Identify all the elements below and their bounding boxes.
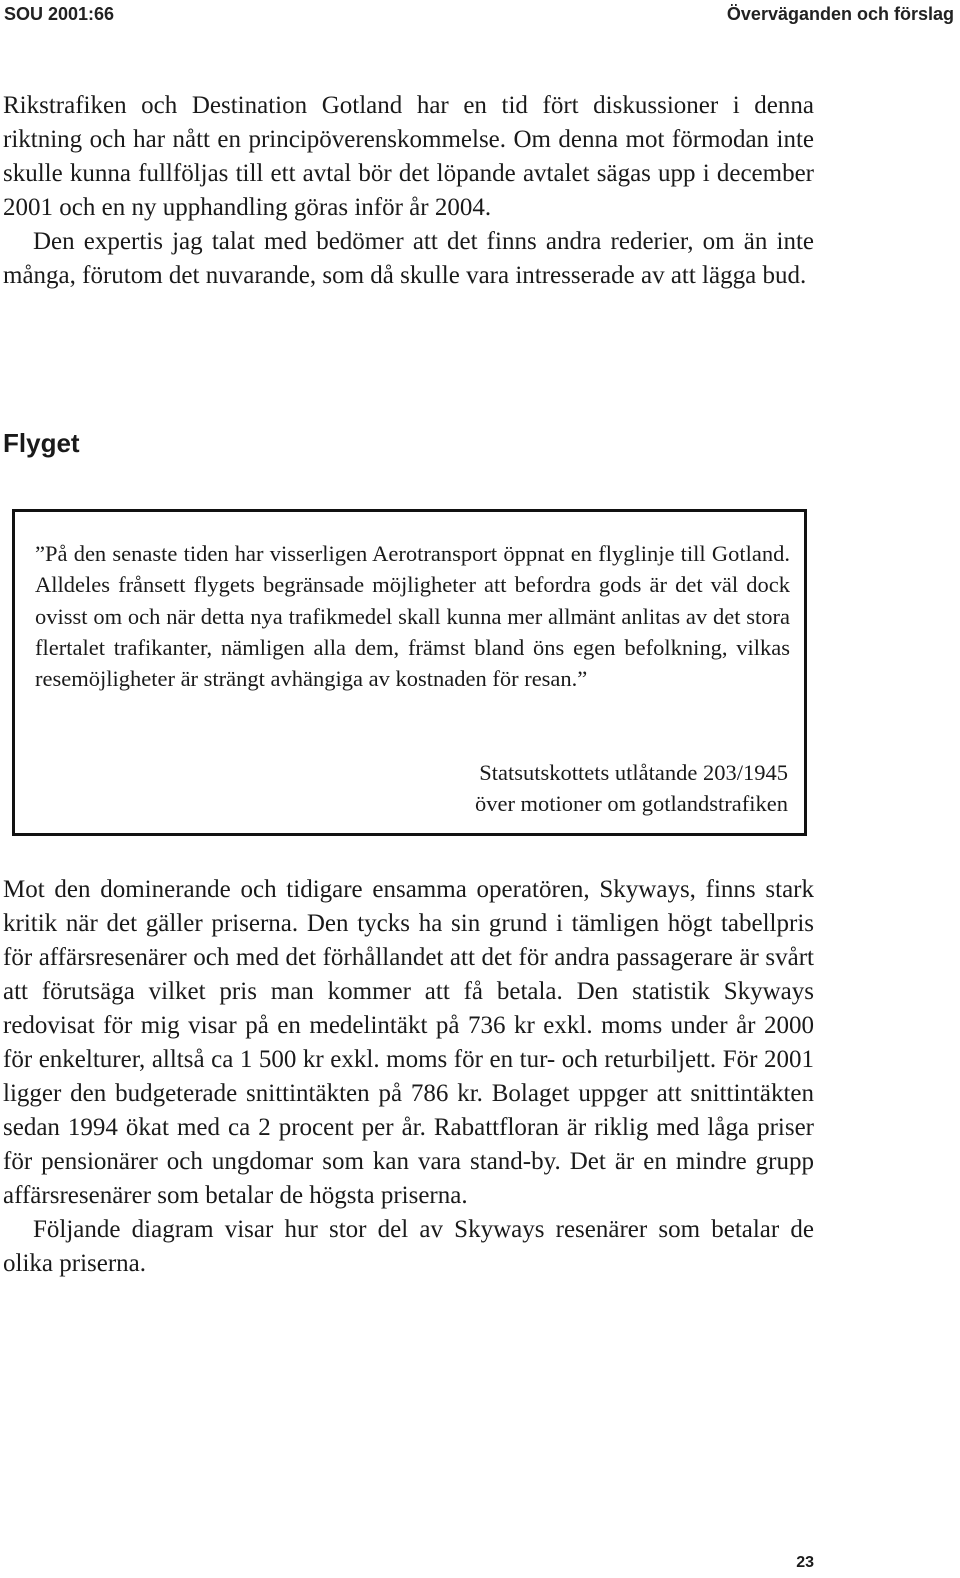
- running-header-chapter: Överväganden och förslag: [726, 4, 954, 24]
- intro-paragraph-2: Den expertis jag talat med bedömer att det finns andra rederier, om än inte många, förutom det nuvarande, som då skulle vara intresserade av att lägga bud.: [3, 228, 814, 289]
- main-text: [3, 873, 814, 1281]
- main-paragraph-2: Följande diagram visar hur stor del av Skyways resenärer som betalar de olika priserna.: [3, 1216, 814, 1277]
- quote-text: ”På den senaste tiden har visserligen Aerotransport öppnat en flyglinje till Gotland. Alldeles frånsett flygets begränsade möjligheter att befordra gods är det väl dock ovisst om och när detta nya trafikmedel skall kunna mer allmänt anlitas av det stora flertalet trafikanter, nämligen alla dem, främst bland öns egen befolkning, vilkas resemöjligheter är strängt avhängiga av kostnaden för resan.”: [35, 541, 790, 692]
- quote-source-line-1: Statsutskottets utlåtande 203/1945: [479, 760, 788, 785]
- running-header-title: SOU 2001:66: [4, 4, 115, 24]
- intro-text: [3, 89, 814, 293]
- intro-paragraph-1: Rikstrafiken och Destination Gotland har en tid fört diskussioner i denna riktning och har nått en principöverenskommelse. Om denna mot förmodan inte skulle kunna fullföljas till ett avtal bör det löpande avtalet sägas upp i december 2001 och en ny upphandling göras inför år 2004.: [3, 92, 814, 221]
- quote-source: [475, 757, 788, 820]
- quote-box: [12, 509, 807, 836]
- page-number: 23: [796, 1554, 814, 1571]
- quote-source-line-2: över motioner om gotlandstrafiken: [474, 791, 788, 817]
- section-heading: Flyget: [3, 428, 80, 458]
- main-paragraph-1: Mot den dominerande och tidigare ensamma operatören, Skyways, finns stark kritik när det gäller priserna. Den tycks ha sin grund i tämligen högt tabellpris för affärsresenärer och med det förhållandet att det för andra passagerare är svårt att förutsäga vilket pris man kommer att få betala. Den statistik Skyways redovisat för mig visar på en medelintäkt på 736 kr exkl. moms under år 2000 för enkelturer, alltså ca 1 500 kr exkl. moms för en tur- och returbiljett. För 2001 ligger den budgeterade snittintäkten på 786 kr. Bolaget uppger att snittintäkten sedan 1994 ökat med ca 2 procent per år. Rabattfloran är riklig med låga priser för pensionärer och ungdomar som kan vara stand-by. Det är en mindre grupp affärsresenärer som betalar de högsta priserna.: [3, 876, 814, 1209]
